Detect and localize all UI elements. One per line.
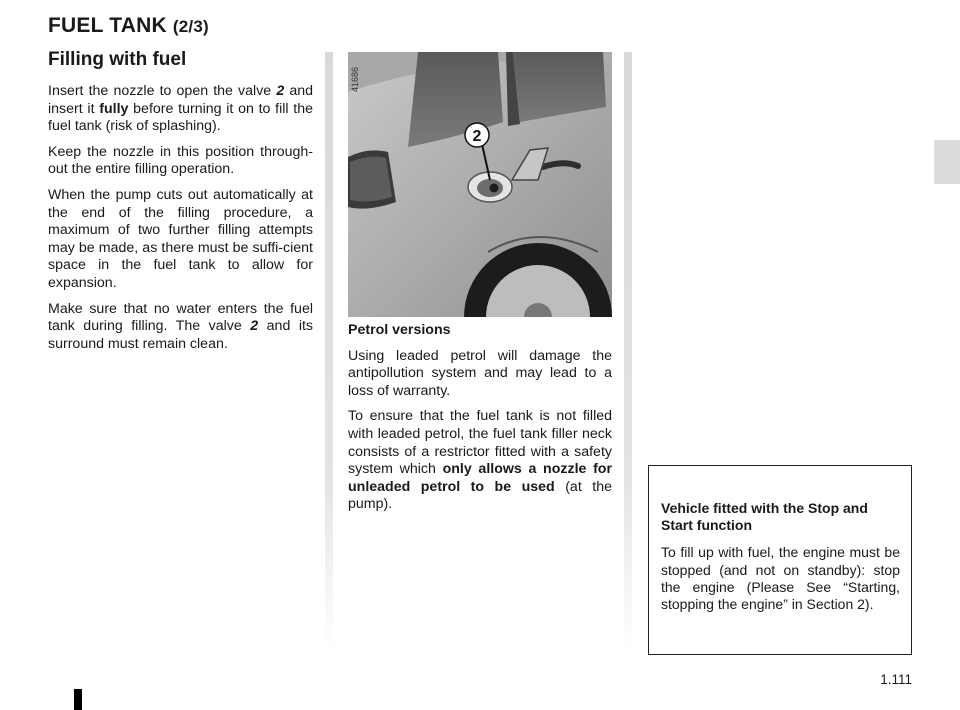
valve-reference: 2 — [276, 83, 285, 99]
paragraph-insert-nozzle: Insert the nozzle to open the valve 2 and insert it fully before turning it on to fill the fuel tank (risk of splashing). — [48, 83, 314, 135]
page-number: 1.111 — [880, 672, 912, 687]
column-divider-right — [624, 52, 632, 652]
car-rear-quarter-drawing — [348, 52, 612, 317]
emphasis-fully: fully — [99, 100, 129, 117]
paragraph-keep-nozzle: Keep the nozzle in this position through-out the entire filling operation. — [48, 143, 313, 178]
stop-start-info-box — [648, 465, 912, 655]
figure-reference-number: 41686 — [350, 66, 360, 92]
page-title — [48, 14, 209, 38]
page-title-suffix: (2/3) — [172, 17, 209, 36]
paragraph-no-water: Make sure that no water enters the fuel tank during filling. The valve 2 and its surround must remain clean. — [48, 300, 314, 352]
section-tab-marker — [934, 140, 960, 184]
info-box-body: To fill up with fuel, the engine must be stopped (and not on standby): stop the engine (Please See “Starting, stopping the engine” in Section 2). — [661, 544, 900, 613]
valve-reference: 2 — [250, 318, 259, 335]
left-column-text — [48, 83, 313, 361]
paragraph-leaded-petrol: Using leaded petrol will damage the antipollution system and may lead to a loss of warranty. — [348, 347, 612, 399]
emphasis-unleaded-only: only allows a nozzle for unleaded petrol to be used — [348, 461, 612, 495]
corner-crop-mark — [74, 689, 82, 710]
car-fuel-flap-illustration — [348, 52, 612, 317]
middle-column-text — [348, 322, 612, 522]
column-divider-left — [325, 52, 333, 652]
section-heading: Filling with fuel — [48, 49, 187, 70]
info-box-title: Vehicle fitted with the Stop and Start function — [661, 500, 868, 534]
paragraph-restrictor: To ensure that the fuel tank is not filled with leaded petrol, the fuel tank filler neck consists of a restrictor fitted with a safety system which only allows a nozzle for unleaded petrol to be used (at the pump). — [348, 408, 612, 513]
page-title-text: FUEL TANK — [48, 14, 167, 37]
paragraph-pump-cuts-out: When the pump cuts out automatically at the end of the filling procedure, a maximum of two further filling attempts may be made, as there must be suffi-cient space in the fuel tank to allow for expansion. — [48, 186, 313, 291]
callout-label: 2 — [472, 128, 482, 145]
petrol-versions-heading: Petrol versions — [348, 322, 451, 338]
